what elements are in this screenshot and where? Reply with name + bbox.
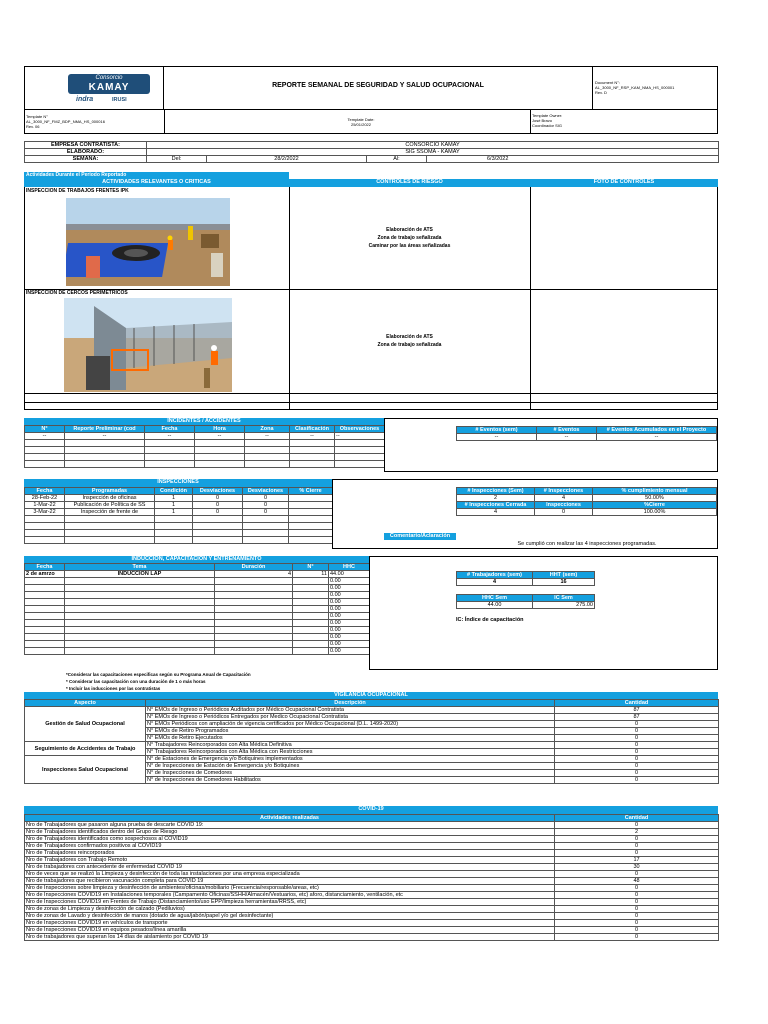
hhc-cell: 0.00 bbox=[329, 634, 370, 641]
training-table bbox=[24, 563, 370, 655]
template-owner-label: Template Owner: bbox=[532, 113, 563, 118]
covid-desc: Nro de Inspecciones sobre limpieza y desinfección de ambientes/oficinas/mobiliario (Frecuencia/responsable/areas, etc) bbox=[25, 885, 555, 892]
vigilancia-qty: 0 bbox=[555, 742, 719, 749]
vigilancia-desc: N° Trabajadores Reincorporados con Alta Médica Definitiva bbox=[146, 742, 555, 749]
incidents-summary-header: # Eventos (sem) bbox=[457, 427, 537, 434]
activity-control-2b: Zona de trabajo señalizada bbox=[377, 342, 442, 348]
info-table bbox=[24, 141, 719, 163]
inspections-summary-header: % cumplimiento mensual bbox=[593, 488, 717, 495]
incidents-header-1: Reporte Preliminar (cod bbox=[65, 426, 145, 433]
doc-label: Document N°: bbox=[595, 80, 620, 85]
incident-cell: -- bbox=[245, 433, 290, 440]
incident-cell: -- bbox=[195, 433, 245, 440]
covid-desc: Nro de Trabajadores con Trabajo Remoto bbox=[25, 857, 555, 864]
inspection-cell: 1-Mar-22 bbox=[25, 502, 65, 509]
logo-top-text: Consorcio bbox=[95, 75, 123, 81]
template-owner: José Bravo bbox=[532, 118, 553, 123]
table-row bbox=[25, 836, 719, 843]
inspection-cell: 28-Feb-22 bbox=[25, 495, 65, 502]
inspection-cell bbox=[289, 495, 333, 502]
incident-cell: -- bbox=[290, 433, 335, 440]
covid-title: COVID-19 bbox=[24, 806, 718, 814]
table-row bbox=[25, 571, 370, 578]
table-row bbox=[25, 756, 719, 763]
table-row bbox=[25, 927, 719, 934]
training-header: Fecha bbox=[25, 564, 65, 571]
table-row bbox=[25, 857, 719, 864]
training-summary2-value: 44.00 bbox=[457, 602, 533, 609]
activities-vline-2 bbox=[530, 187, 531, 410]
table-row bbox=[25, 871, 719, 878]
covid-header: Cantidad bbox=[555, 815, 719, 822]
inspections-summary2-value: 0 bbox=[535, 509, 593, 516]
del-value: 28/2/2022 bbox=[207, 156, 367, 163]
activity-control-1b: Zona de trabajo señalizada bbox=[377, 235, 442, 241]
incident-cell: -- bbox=[65, 433, 145, 440]
training-note-3: * Incluir las inducciones por las contratistas bbox=[66, 686, 161, 691]
inspection-cell: 1 bbox=[155, 495, 193, 502]
template-owner-role: Coordinador SIG bbox=[532, 123, 563, 128]
training-header: Tema bbox=[65, 564, 215, 571]
incidents-header-0: N° bbox=[25, 426, 65, 433]
vigilancia-desc: N° de Inspecciones de Comedores Habilitados bbox=[146, 777, 555, 784]
training-header: Duración bbox=[215, 564, 293, 571]
inspections-header: Programadas bbox=[65, 488, 155, 495]
activities-section-label: Actividades Durante el Periodo Reportado bbox=[24, 172, 289, 179]
activities-col2-header: CONTROLES DE RIESGO bbox=[289, 179, 530, 187]
training-cell: 4 bbox=[215, 571, 293, 578]
doc-number: AL_3000_NF_RSP_KAM_NMA_HS_000001 bbox=[595, 85, 675, 90]
inspections-header: Desviaciones bbox=[193, 488, 243, 495]
training-summary-header: # Trabajadores (sem) bbox=[457, 572, 533, 579]
training-summary2-value: 275.00 bbox=[533, 602, 595, 609]
template-date-label: Template Date: bbox=[347, 117, 375, 122]
vigilancia-qty: 0 bbox=[555, 735, 719, 742]
vigilancia-qty: 0 bbox=[555, 777, 719, 784]
covid-desc: Nro de Inspecciones COVID19 en equipos pesados/línea amarilla bbox=[25, 927, 555, 934]
activities-hline-3 bbox=[24, 402, 718, 403]
vigilancia-desc: N° de Estaciones de Emergencia y/o Botiquines implementados bbox=[146, 756, 555, 763]
activity-title-2: INSPECCION DE CERCOS PERIMETRICOS bbox=[26, 290, 128, 296]
activity-title-1: INSPECCION DE TRABAJOS FRENTES IPK bbox=[26, 188, 129, 194]
vigilancia-desc: N° Trabajadores Reincorporados con Alta Médica con Restricciones bbox=[146, 749, 555, 756]
covid-qty: 0 bbox=[555, 843, 719, 850]
vigilancia-desc: N° EMOs de Ingreso o Periódicos Auditados por Médico Ocupacional Contratista bbox=[146, 707, 555, 714]
inspection-cell: 0 bbox=[193, 502, 243, 509]
training-note-1: *Considerar las capacitaciones especificas según su Programa Anual de Capacitación bbox=[66, 672, 251, 677]
table-row bbox=[25, 707, 719, 714]
incidents-summary bbox=[456, 426, 717, 441]
covid-header: Actividades realizadas bbox=[25, 815, 555, 822]
incidents-summary-header: # Eventos bbox=[537, 427, 597, 434]
hhc-cell: 0.00 bbox=[329, 606, 370, 613]
training-summary-value: 16 bbox=[533, 579, 595, 586]
inspections-summary-value: 4 bbox=[535, 495, 593, 502]
incidents-summary-value: -- bbox=[457, 434, 537, 441]
incident-cell: -- bbox=[25, 433, 65, 440]
vigilancia-header: Cantidad bbox=[555, 700, 719, 707]
table-row bbox=[25, 495, 333, 502]
template-no: AL_3000_NF_FMZ_BDP_NMA_HS_000016 bbox=[26, 119, 105, 124]
inspections-summary2-value: 100.00% bbox=[593, 509, 717, 516]
vigilancia-desc: N° EMOs de Retiro Ejecutados bbox=[146, 735, 555, 742]
covid-desc: Nro de Trabajadores reincorporados bbox=[25, 850, 555, 857]
covid-qty: 0 bbox=[555, 885, 719, 892]
inspections-table bbox=[24, 487, 333, 544]
table-row bbox=[25, 433, 385, 440]
template-divider-2 bbox=[530, 110, 531, 134]
ic-note: IC: Índice de capacitación bbox=[456, 617, 524, 623]
inspections-summary2-value: 4 bbox=[457, 509, 535, 516]
del-label: Del: bbox=[147, 156, 207, 163]
covid-qty: 0 bbox=[555, 850, 719, 857]
covid-desc: Nro de Trabajadores confirmados positivos al COVID19 bbox=[25, 843, 555, 850]
covid-table bbox=[24, 814, 719, 941]
training-summary2-header: IC Sem bbox=[533, 595, 595, 602]
inspections-summary-header: # Inspecciones bbox=[535, 488, 593, 495]
training-summary-2 bbox=[456, 594, 595, 609]
training-cell: INDUCCIÓN LAP bbox=[65, 571, 215, 578]
incidents-title: INCIDENTES / ACCIDENTES bbox=[24, 418, 384, 425]
activity-photo-fence bbox=[64, 298, 232, 392]
logo-indra: indra bbox=[76, 96, 94, 103]
vigilancia-qty: 0 bbox=[555, 756, 719, 763]
covid-desc: Nro de trabajadores con antecedente de enfermedad COVID 19 bbox=[25, 864, 555, 871]
covid-qty: 48 bbox=[555, 878, 719, 885]
inspection-cell bbox=[289, 509, 333, 516]
vigilancia-table bbox=[24, 699, 719, 784]
activities-col1-header: ACTIVIDADES RELEVANTES O CRITICAS bbox=[24, 179, 289, 187]
training-header: HHC bbox=[329, 564, 370, 571]
inspections-summary-header: # Inspecciones (Sem) bbox=[457, 488, 535, 495]
covid-qty: 0 bbox=[555, 934, 719, 941]
table-row bbox=[25, 742, 719, 749]
inspection-cell: Publicación de Política de SS bbox=[65, 502, 155, 509]
covid-qty: 0 bbox=[555, 899, 719, 906]
vigilancia-qty: 87 bbox=[555, 714, 719, 721]
incidents-table bbox=[24, 425, 385, 468]
training-note-2: * Considerar las capacitación con una duración de 1 o más horas bbox=[66, 679, 206, 684]
covid-qty: 30 bbox=[555, 864, 719, 871]
incidents-header-5: Clasificación bbox=[290, 426, 335, 433]
table-row bbox=[25, 822, 719, 829]
covid-qty: 0 bbox=[555, 920, 719, 927]
covid-desc: Nro de Inspecciones COVID19 en vehículos de transporte bbox=[25, 920, 555, 927]
vigilancia-desc: N° EMOs de Ingreso o Periódicos Entregados por Medico Ocupacional Contratista bbox=[146, 714, 555, 721]
covid-desc: Nro de Trabajadores identificados como sospechosos al COVID19 bbox=[25, 836, 555, 843]
inspections-header: Desviaciones bbox=[243, 488, 289, 495]
hhc-cell: 0.00 bbox=[329, 592, 370, 599]
al-label: Al: bbox=[367, 156, 427, 163]
covid-desc: Nro de veces que se realizó la Limpieza y desinfección de toda las instalaciones por una empresa especializada bbox=[25, 871, 555, 878]
inspections-header: Condición bbox=[155, 488, 193, 495]
training-cell: 44.00 bbox=[329, 571, 370, 578]
incidents-header-4: Zona bbox=[245, 426, 290, 433]
incidents-summary-value: -- bbox=[597, 434, 717, 441]
inspections-title: INSPECCIONES bbox=[24, 479, 332, 487]
table-row bbox=[25, 892, 719, 899]
vigilancia-qty: 0 bbox=[555, 770, 719, 777]
inspection-cell: 0 bbox=[243, 509, 289, 516]
inspections-summary2-header: %Cierre bbox=[593, 502, 717, 509]
covid-desc: Nro de trabajadores que superan los 14 días de aislamiento por COVID 19 bbox=[25, 934, 555, 941]
empresa-value: CONSORCIO KAMAY bbox=[147, 142, 719, 149]
hhc-cell: 0.00 bbox=[329, 599, 370, 606]
inspection-cell: 1 bbox=[155, 509, 193, 516]
training-summary-value: 4 bbox=[457, 579, 533, 586]
table-row bbox=[25, 899, 719, 906]
inspections-comment: Se cumplió con realizar las 4 inspecciones programadas. bbox=[517, 541, 657, 547]
vigilancia-desc: N° de Inspecciones de Estación de Emergencia y/o Botiquines bbox=[146, 763, 555, 770]
template-rev: Rev. 06 bbox=[26, 124, 40, 129]
training-summary-header: HHT (sem) bbox=[533, 572, 595, 579]
table-row bbox=[25, 850, 719, 857]
table-row bbox=[25, 864, 719, 871]
activities-col3-header: FOTO DE CONTROLES bbox=[530, 179, 718, 187]
inspections-header: % Cierre bbox=[289, 488, 333, 495]
inspections-summary2-header: Inspecciones bbox=[535, 502, 593, 509]
logo-irusi: IRUSI bbox=[112, 97, 127, 103]
inspections-comment-label: Comentario/Aclaración bbox=[384, 533, 456, 540]
inspection-cell: 0 bbox=[243, 495, 289, 502]
vigilancia-header: Aspecto bbox=[25, 700, 146, 707]
inspection-cell: Inspección de frente de bbox=[65, 509, 155, 516]
covid-qty: 2 bbox=[555, 829, 719, 836]
covid-qty: 0 bbox=[555, 836, 719, 843]
doc-rev: Rev. D bbox=[595, 90, 607, 95]
inspection-cell: 0 bbox=[193, 509, 243, 516]
incidents-header-6: Observaciones bbox=[335, 426, 385, 433]
activities-vline-1 bbox=[289, 187, 290, 410]
elaborado-value: SIG SSOMA - KAMAY bbox=[147, 149, 719, 156]
inspection-cell bbox=[289, 502, 333, 509]
covid-qty: 0 bbox=[555, 906, 719, 913]
table-row bbox=[25, 906, 719, 913]
covid-desc: Nro de Trabajadores que pasaron alguna prueba de descarte COVID 19: bbox=[25, 822, 555, 829]
vigilancia-desc: N° de Inspecciones de Comedores bbox=[146, 770, 555, 777]
inspection-cell: Inspección de oficinas bbox=[65, 495, 155, 502]
vigilancia-aspect: Seguimiento de Accidentes de Trabajo bbox=[25, 742, 146, 756]
activity-photo-trench bbox=[66, 198, 230, 286]
table-row bbox=[25, 920, 719, 927]
covid-desc: Nro de Trabajadores identificados dentro del Grupo de Riesgo bbox=[25, 829, 555, 836]
covid-qty: 0 bbox=[555, 822, 719, 829]
training-cell: 2 de amrzo bbox=[25, 571, 65, 578]
vigilancia-desc: N° EMOs Periódicos con ampliación de vigencia certificados por Médico Ocupacional (D.L. 1499-2020) bbox=[146, 721, 555, 728]
table-row bbox=[25, 829, 719, 836]
covid-desc: Nro de Inspecciones COVID19 en Frentes de Trabajo (Distanciamiento/uso EPP/limpieza herramientas/RRSS, etc) bbox=[25, 899, 555, 906]
incidents-summary-value: -- bbox=[537, 434, 597, 441]
template-no-label: Template N° bbox=[26, 114, 48, 119]
inspection-cell: 0 bbox=[193, 495, 243, 502]
vigilancia-desc: N° EMOs de Retiro Programados bbox=[146, 728, 555, 735]
vigilancia-qty: 0 bbox=[555, 721, 719, 728]
covid-qty: 0 bbox=[555, 871, 719, 878]
hhc-cell: 0.00 bbox=[329, 613, 370, 620]
inspections-summary-value: 2 bbox=[457, 495, 535, 502]
hhc-cell: 0.00 bbox=[329, 578, 370, 585]
vigilancia-title: VIGILANCIA OCUPACIONAL bbox=[24, 692, 718, 699]
covid-qty: 17 bbox=[555, 857, 719, 864]
inspections-summary-value: 50.00% bbox=[593, 495, 717, 502]
training-title: INDUCCION, CAPACITACION Y ENTRENAMIENTO bbox=[24, 556, 369, 563]
template-divider-1 bbox=[164, 110, 165, 134]
training-cell: 11 bbox=[293, 571, 329, 578]
training-summary-1 bbox=[456, 571, 595, 586]
table-row bbox=[25, 885, 719, 892]
incident-cell: -- bbox=[335, 433, 385, 440]
al-value: 6/3/2022 bbox=[427, 156, 719, 163]
table-row bbox=[25, 502, 333, 509]
inspections-header: Fecha bbox=[25, 488, 65, 495]
hhc-cell: 0.00 bbox=[329, 648, 370, 655]
training-summary2-header: HHC Sem bbox=[457, 595, 533, 602]
table-row bbox=[25, 934, 719, 941]
table-row bbox=[25, 843, 719, 850]
activity-control-1a: Elaboración de ATS bbox=[386, 227, 433, 233]
logo-main-text: KAMAY bbox=[88, 82, 130, 93]
hhc-cell: 0.00 bbox=[329, 641, 370, 648]
vigilancia-qty: 0 bbox=[555, 728, 719, 735]
covid-desc: Nro de zonas de Lavado y desinfección de manos (dotado de agua/jabón/papel y/o gel desinfectante) bbox=[25, 913, 555, 920]
elaborado-label: ELABORADO: bbox=[25, 149, 147, 156]
hhc-cell: 0.00 bbox=[329, 627, 370, 634]
table-row bbox=[25, 509, 333, 516]
vigilancia-qty: 87 bbox=[555, 707, 719, 714]
activities-hline-1 bbox=[24, 289, 718, 290]
incidents-summary-header: # Eventos Acumulados en el Proyecto bbox=[597, 427, 717, 434]
covid-desc: Nro de trabajadores que recibieron vacunación completa para COVID 19 bbox=[25, 878, 555, 885]
inspection-cell: 1 bbox=[155, 502, 193, 509]
report-title: REPORTE SEMANAL DE SEGURIDAD Y SALUD OCUPACIONAL bbox=[272, 82, 484, 89]
hhc-cell: 0.00 bbox=[329, 585, 370, 592]
inspections-summary2-header: # Inspecciones Cerrada bbox=[457, 502, 535, 509]
table-row bbox=[25, 913, 719, 920]
activity-control-2a: Elaboración de ATS bbox=[386, 334, 433, 340]
vigilancia-qty: 0 bbox=[555, 763, 719, 770]
vigilancia-aspect: Inspecciones Salud Ocupacional bbox=[25, 756, 146, 784]
incidents-header-2: Fecha bbox=[145, 426, 195, 433]
hhc-cell: 0.00 bbox=[329, 620, 370, 627]
incident-cell: -- bbox=[145, 433, 195, 440]
inspection-cell: 0 bbox=[243, 502, 289, 509]
activity-control-1c: Caminar por las áreas señalizadas bbox=[368, 243, 451, 249]
covid-qty: 0 bbox=[555, 892, 719, 899]
vigilancia-header: Descripción bbox=[146, 700, 555, 707]
covid-qty: 0 bbox=[555, 913, 719, 920]
training-header: N° bbox=[293, 564, 329, 571]
inspections-summary-1 bbox=[456, 487, 717, 516]
semana-label: SEMANA: bbox=[25, 156, 147, 163]
table-row bbox=[25, 878, 719, 885]
inspection-cell: 3-Mar-22 bbox=[25, 509, 65, 516]
empresa-label: EMPRESA CONTRATISTA: bbox=[25, 142, 147, 149]
incidents-header-3: Hora bbox=[195, 426, 245, 433]
template-date: 25/01/2022 bbox=[350, 122, 372, 127]
covid-desc: Nro de zonas de Limpieza y desinfección de calzado (Pediluvios) bbox=[25, 906, 555, 913]
activities-hline-2 bbox=[24, 393, 718, 394]
covid-qty: 0 bbox=[555, 927, 719, 934]
vigilancia-aspect: Gestión de Salud Ocupacional bbox=[25, 707, 146, 742]
covid-desc: Nro de Inspecciones COVID19 en Instalaciones temporales (Campamento Oficinas/SSHH/Almacén/Vestuarios, etc) aforo, distanciamiento, ventilación, etc bbox=[25, 892, 555, 899]
vigilancia-qty: 0 bbox=[555, 749, 719, 756]
